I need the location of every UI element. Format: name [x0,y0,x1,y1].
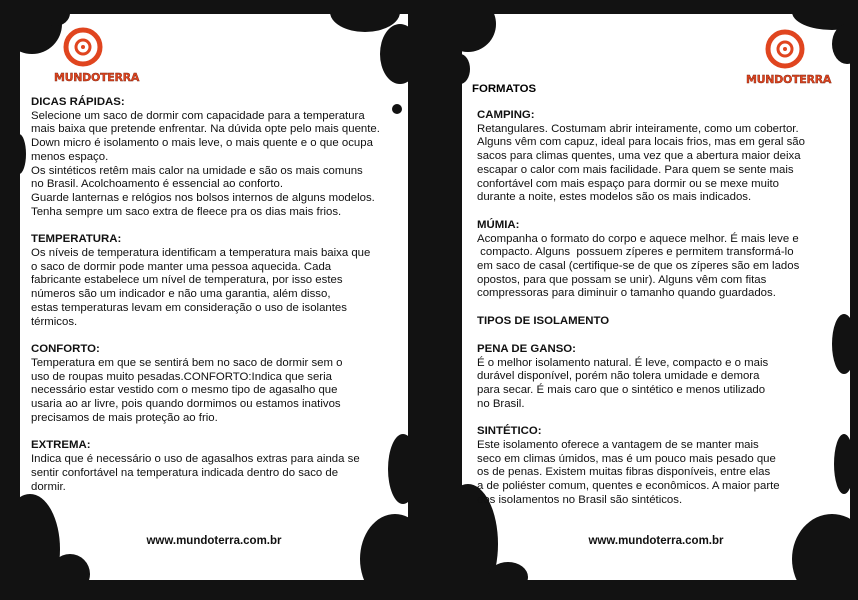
text-line: dos isolamentos no Brasil são sintéticos. [477,493,683,506]
section-heading: PENA DE GANSO: [477,342,576,355]
text-line: opostos, para que possam se unir). Alguns vêm com fitas [477,273,767,286]
text-line: Os níveis de temperatura identificam a temperatura mais baixa que [31,247,371,260]
text-line: no Brasil. Acolchoamento é essencial ao conforto. [31,178,284,191]
brand-wordmark: MUNDOTERRA [54,71,140,84]
text-line: Alguns vêm com capuz, ideal para locais frios, mas em geral são [477,136,805,149]
right-page [462,14,850,580]
brand-logo [746,26,832,90]
text-line: Retangulares. Costumam abrir inteiramente, como um cobertor. [477,122,799,135]
text-line: Temperatura em que se sentirá bem no saco de dormir sem o [31,356,343,369]
section-heading: TIPOS DE ISOLAMENTO [477,315,610,328]
website-url: www.mundoterra.com.br [588,535,724,547]
text-line: menos espaço. [31,150,109,163]
text-line: uso de roupas muito pesadas.CONFORTO:Indica que seria [31,370,332,383]
text-line: confortável com mais espaço para dormir ou se mexe muito [477,177,779,190]
text-line: compressoras para diminuir o tamanho quando guardados. [477,287,776,300]
section-mumia [477,219,847,301]
text-line: dormir. [31,480,66,493]
text-line: necessário estar vestido com o mesmo tipo de agasalho que [31,384,338,397]
text-line: sentir confortável na temperatura indicada dentro do saco de [31,466,339,479]
text-line: os de penas. Existem muitas fibras disponíveis, entre elas [477,466,771,479]
text-line: térmicos. [31,315,78,328]
text-line: sacos para climas quentes, uma vez que a abertura maior deixa [477,150,801,163]
text-line: para secar. É mais caro que o sintético e menos utilizado [477,383,766,396]
section-heading: CONFORTO: [31,343,100,356]
section-extrema [31,439,407,494]
text-line: Guarde lanternas e relógios nos bolsos internos de alguns modelos. [31,191,375,204]
text-line: fabricante estabelece um nível de temperatura, por isso estes [31,274,343,287]
spiral-logo-icon [54,24,132,74]
left-page [20,14,408,580]
brand-wordmark: MUNDOTERRA [746,73,832,86]
section-sintetico [477,425,847,507]
text-line: Indica que é necessário o uso de agasalhos extras para ainda se [31,453,360,466]
section-pena-de-ganso [477,343,847,412]
text-line: escapar o calor com mais facilidade. Para quem se sente mais [477,163,794,176]
text-line: Tenha sempre um saco extra de fleece pra os dias mais frios. [31,205,342,218]
text-line: durável disponível, porém não tolera umidade e demora [477,370,760,383]
text-line: compacto. Alguns possuem zíperes e permitem transformá-lo [477,246,794,259]
section-heading: SINTÉTICO: [477,425,542,438]
section-heading: TEMPERATURA: [31,233,122,246]
section-heading: CAMPING: [477,109,535,121]
text-line: a de poliéster comum, quentes e econômicos. A maior parte [477,480,780,493]
text-line: Acompanha o formato do corpo e aquece melhor. É mais leve e [477,232,799,245]
text-line: Este isolamento oferece a vantagem de se manter mais [477,439,759,452]
section-conforto [31,343,407,425]
right-content [477,109,847,522]
text-line: Selecione um saco de dormir com capacidade para a temperatura [31,109,365,122]
section-heading: EXTREMA: [31,439,91,452]
text-line: seco em climas úmidos, mas é um pouco mais pesado que [477,452,776,465]
text-line: durante a noite, estes modelos são os mais indicados. [477,191,752,204]
text-line: números são um indicador e não uma garantia, além disso, [31,288,331,301]
section-tipos-isolamento [477,315,847,329]
section-heading: MÚMIA: [477,218,520,231]
section-dicas-rapidas [31,96,407,219]
section-temperatura [31,233,407,329]
text-line: o saco de dormir pode manter uma pessoa aquecida. Cada [31,260,332,273]
text-line: no Brasil. [477,397,525,410]
text-line: estas temperaturas levam em consideração o uso de isolantes [31,301,347,314]
text-line: É o melhor isolamento natural. É leve, compacto e o mais [477,356,769,369]
text-line: Down micro é isolamento o mais leve, o mais quente e o que ocupa [31,137,373,150]
section-camping [477,109,847,205]
page-title: FORMATOS [472,83,537,95]
left-content [31,96,407,508]
text-line: Os sintéticos retêm mais calor na umidade e são os mais comuns [31,164,363,177]
text-line: em saco de casal (certifique-se de que os zíperes são em lados [477,260,800,273]
spiral-logo-icon [746,26,824,76]
section-heading: DICAS RÁPIDAS: [31,96,125,108]
website-url: www.mundoterra.com.br [146,535,282,547]
text-line: precisamos de mais proteção ao frio. [31,411,218,424]
text-line: mais baixa que pretende enfrentar. Na dúvida opte pelo mais quente. [31,123,380,136]
brand-logo [54,24,140,88]
text-line: usaria ao ar livre, pois quando dormimos ou estamos inativos [31,398,341,411]
